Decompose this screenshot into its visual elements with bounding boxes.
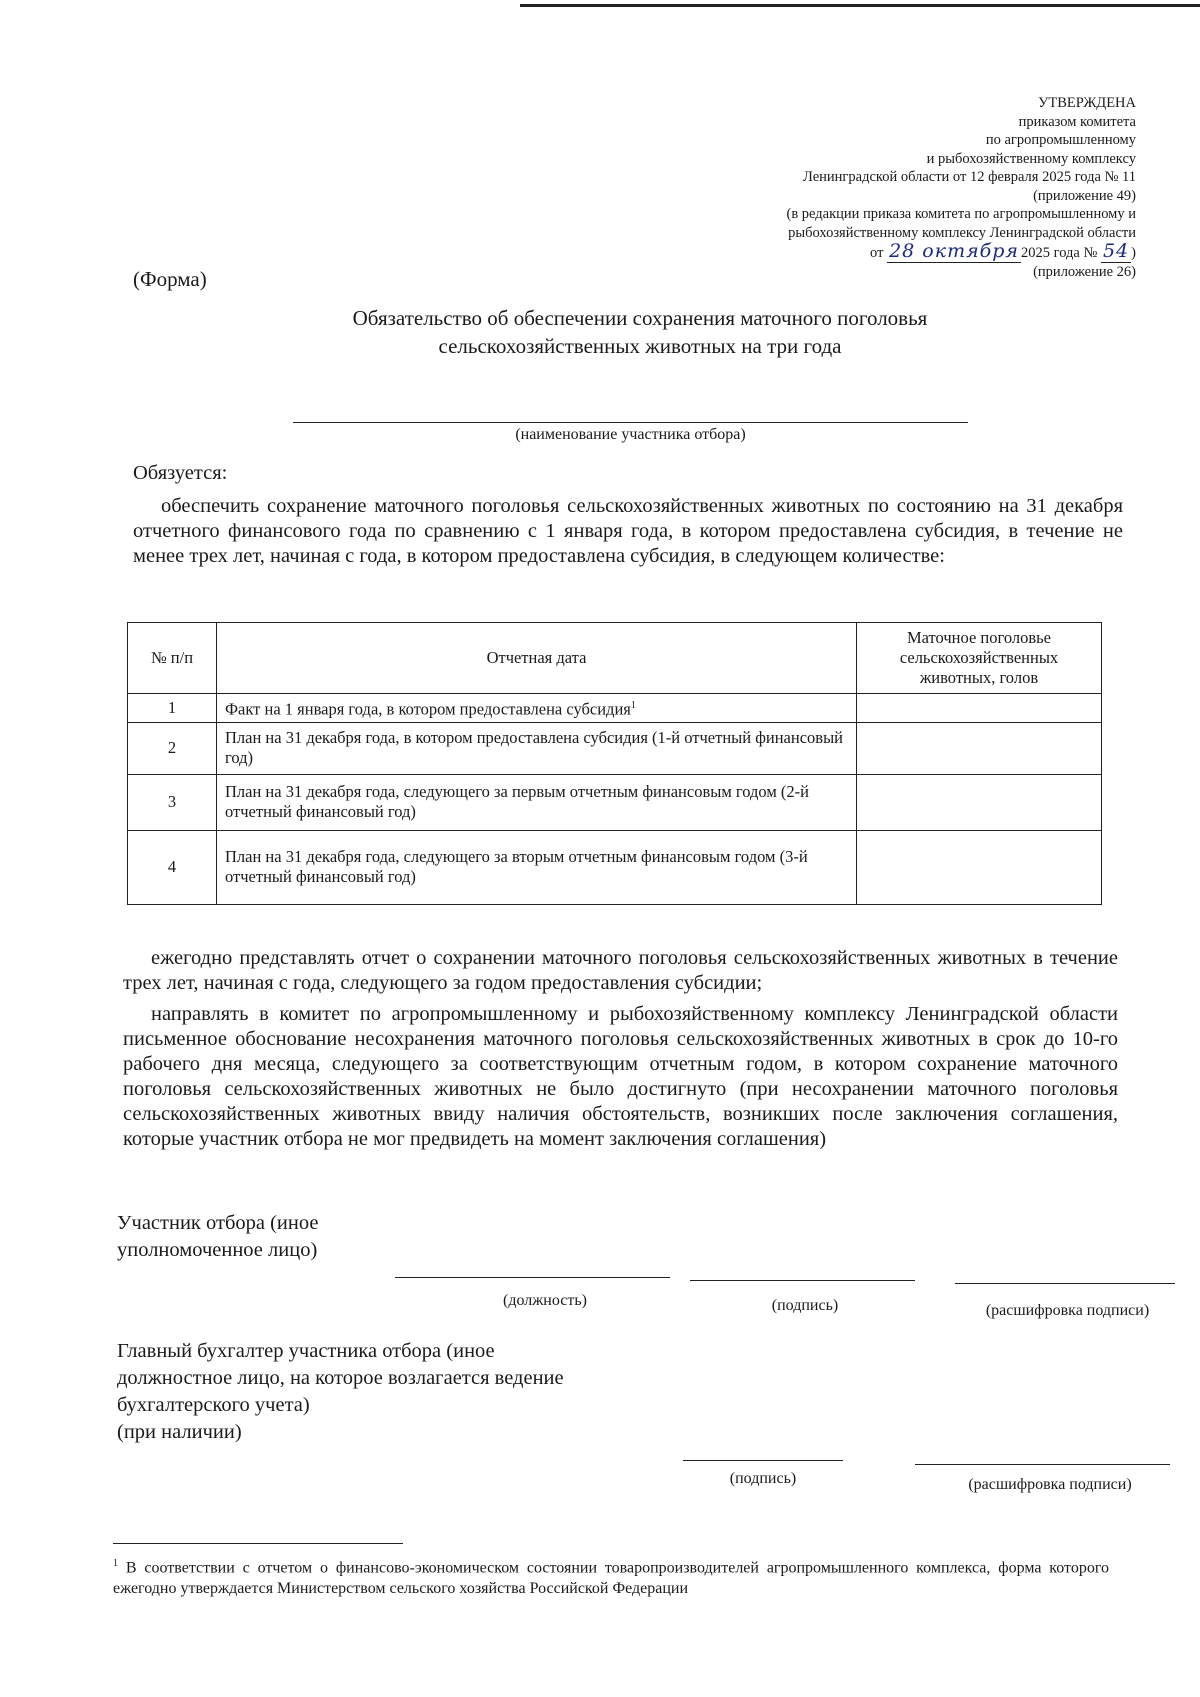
acc-decode-line	[915, 1464, 1170, 1465]
row-date: План на 31 декабря года, следующего за вторым отчетным финансовым годом (3-й отчетный финансовый год)	[217, 830, 857, 904]
approval-block	[676, 94, 1136, 281]
approval-line: и рыбохозяйственному комплексу	[926, 150, 1136, 167]
row-date: Факт на 1 января года, в котором предоставлена субсидия$^1$	[217, 694, 857, 723]
footnote	[113, 1553, 1109, 1599]
handwritten-date: 28 октября	[889, 240, 1020, 262]
scan-edge-line	[520, 4, 1200, 7]
position-caption: (должность)	[503, 1292, 587, 1309]
approval-date-line	[676, 242, 1136, 263]
row-number: 4	[128, 830, 217, 904]
participant-label: Участник отбора (иное уполномоченное лицо)	[117, 1212, 319, 1261]
date-prefix: от	[870, 245, 884, 261]
signature-line	[690, 1280, 915, 1281]
row-value	[857, 694, 1102, 723]
date-year: 2025 года №	[1021, 245, 1098, 261]
table-header-row	[128, 623, 1102, 694]
row-number: 2	[128, 722, 217, 774]
decode-caption: (расшифровка подписи)	[985, 1302, 1150, 1319]
position-line	[395, 1277, 670, 1278]
row-date: План на 31 декабря года, в котором предоставлена субсидия (1-й отчетный финансовый год)	[217, 722, 857, 774]
approval-line: Ленинградской области от 12 февраля 2025 года № 11	[802, 169, 1136, 185]
approval-line: по агропромышленному	[985, 132, 1136, 148]
handwritten-number: 54	[1102, 240, 1130, 262]
row-number: 1	[128, 694, 217, 723]
approval-attachment: (приложение 26)	[1033, 263, 1136, 280]
approval-line: (приложение 49)	[1033, 187, 1136, 204]
obligation-table	[127, 622, 1102, 905]
footnote-marker: 1	[113, 1558, 118, 1569]
header-number: № п/п	[128, 623, 217, 694]
approval-line: рыбохозяйственному комплексу Ленинградской области	[788, 224, 1136, 241]
footnote-text: В соответствии с отчетом о финансово-экономическом состоянии товаропроизводителей агропромышленного комплекса, форма которого ежегодно утверждается Министерством сельского хозяйства Российской Федерации	[113, 1559, 1110, 1598]
approval-line: УТВЕРЖДЕНА	[1038, 95, 1136, 111]
accountant-label: Главный бухгалтер участника отбора (иное должностное лицо, на которое возлагается ведение бухгалтерского учета) (при наличии)	[117, 1340, 564, 1443]
table-row	[128, 694, 1102, 723]
document-title	[200, 304, 1080, 360]
row-value	[857, 830, 1102, 904]
footnote-separator	[113, 1543, 403, 1544]
row-value	[857, 722, 1102, 774]
signature-caption: (подпись)	[771, 1297, 839, 1314]
approval-line: (в редакции приказа комитета по агропромышленному и	[786, 206, 1136, 222]
row-date: План на 31 декабря года, следующего за первым отчетным финансовым годом (2-й отчетный финансовый год)	[217, 774, 857, 830]
table-row	[128, 722, 1102, 774]
row-number: 3	[128, 774, 217, 830]
table-row	[128, 774, 1102, 830]
row-value	[857, 774, 1102, 830]
header-date: Отчетная дата	[217, 623, 857, 694]
approval-line: приказом комитета	[1018, 113, 1136, 130]
date-close: )	[1131, 245, 1136, 261]
header-livestock: Маточное поголовье сельскохозяйственных животных, голов	[857, 623, 1102, 694]
form-label: (Форма)	[133, 267, 207, 291]
title-line-1: Обязательство об обеспечении сохранения маточного поголовья	[352, 306, 928, 330]
table-row	[128, 830, 1102, 904]
footnote-ref: 1	[630, 700, 636, 711]
acc-decode-caption: (расшифровка подписи)	[968, 1476, 1132, 1493]
obligation-heading: Обязуется:	[133, 462, 228, 484]
acc-signature-caption: (подпись)	[729, 1470, 797, 1487]
justification-paragraph: направлять в комитет по агропромышленному и рыбохозяйственному комплексу Ленинградской области письменное обоснование несохранения маточного поголовья сельскохозяйственных животных в срок до 10-го рабочего дня месяца, следующего за соответствующим отчетным годом, в котором сохранение маточного поголовья сельскохозяйственных животных не было достигнуто (при несохранении маточного поголовья сельскохозяйственных животных ввиду наличия обстоятельств, возникших после заключения соглашения, которые участник отбора не мог предвидеть на момент заключения соглашения)	[123, 1003, 1118, 1150]
obligation-paragraph: обеспечить сохранение маточного поголовья сельскохозяйственных животных по состоянию на 31 декабря отчетного финансового года по сравнению с 1 января года, в котором предоставлена субсидия, в течение не менее трех лет, начиная с года, в котором предоставлена субсидия, в следующем количестве:	[133, 495, 1123, 567]
participant-name-line	[293, 422, 968, 423]
acc-signature-line	[683, 1460, 843, 1461]
decode-line	[955, 1283, 1175, 1284]
report-paragraph: ежегодно представлять отчет о сохранении маточного поголовья сельскохозяйственных животных в течение трех лет, начиная с года, следующего за годом предоставления субсидии;	[123, 947, 1118, 994]
participant-caption: (наименование участника отбора)	[515, 426, 746, 443]
title-line-2: сельскохозяйственных животных на три года	[438, 334, 842, 358]
